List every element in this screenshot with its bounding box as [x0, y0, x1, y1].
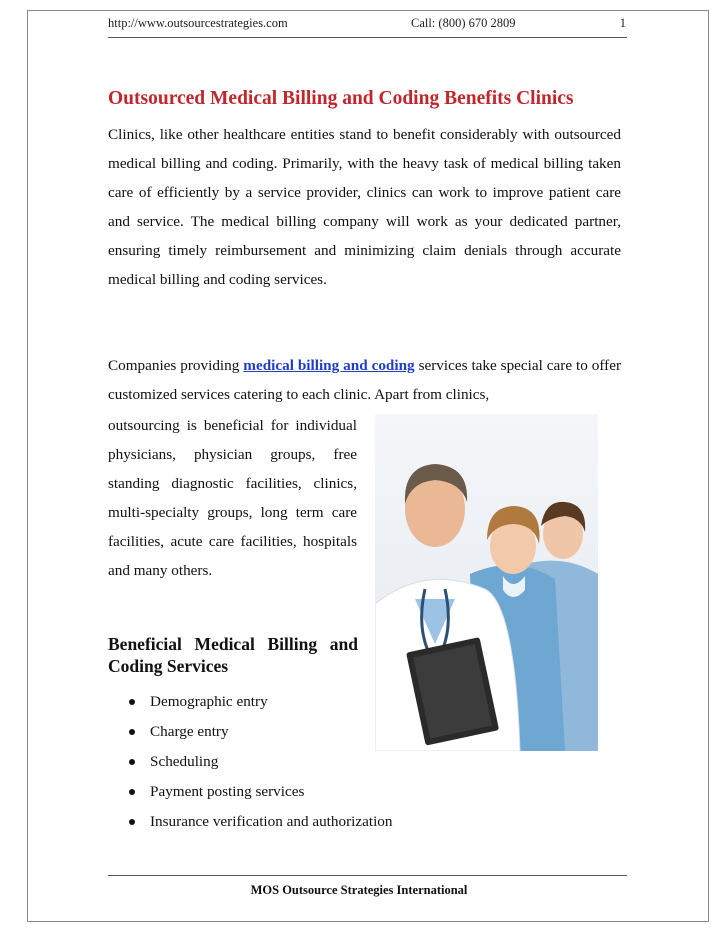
footer-text: MOS Outsource Strategies International: [250, 883, 468, 897]
service-label: Demographic entry: [150, 693, 268, 710]
paragraph-text-after-link: services take special care to offer customized services catering to each clinic. Apart from clinics,: [108, 357, 622, 403]
page-number: 1: [619, 16, 626, 30]
companies-paragraph: [108, 351, 621, 409]
page-title: Outsourced Medical Billing and Coding Benefits Clinics: [108, 88, 574, 109]
bullet-icon: [129, 759, 135, 765]
section-heading: Beneficial Medical Billing and Coding Services: [108, 634, 358, 676]
page-footer: [0, 883, 728, 898]
services-list: [108, 687, 392, 837]
list-item: [108, 777, 392, 807]
list-item: [108, 717, 392, 747]
header-rule: [108, 37, 627, 38]
service-label: Charge entry: [150, 723, 229, 740]
bullet-icon: [129, 729, 135, 735]
list-item: [108, 687, 392, 717]
header-url[interactable]: http://www.outsourcestrategies.com: [108, 16, 288, 30]
bullet-icon: [129, 699, 135, 705]
footer-rule: [108, 875, 627, 876]
medical-staff-photo: [375, 414, 598, 751]
paragraph-text-before-link: Companies providing: [108, 357, 244, 374]
intro-paragraph: Clinics, like other healthcare entities stand to benefit considerably with outsourced medical billing and coding. Primarily, with the heavy task of medical billing taken care of efficiently by a service provider, clinics can work to improve patient care and service. The medical billing company will work as your dedicated partner, ensuring timely reimbursement and minimizing claim denials through accurate medical billing and coding services.: [108, 126, 621, 288]
service-label: Insurance verification and authorization: [150, 813, 393, 830]
list-item: [108, 807, 392, 837]
list-item: [108, 747, 392, 777]
outsourcing-paragraph: outsourcing is beneficial for individual physicians, physician groups, free standing diagnostic facilities, clinics, multi-specialty groups, long term care facilities, acute care facilities, hospitals and many others.: [108, 417, 357, 579]
bullet-icon: [129, 789, 135, 795]
bullet-icon: [129, 819, 135, 825]
service-label: Scheduling: [150, 753, 219, 770]
medical-billing-coding-link[interactable]: medical billing and coding: [243, 357, 415, 374]
page-header: [108, 16, 626, 34]
header-phone: Call: (800) 670 2809: [411, 16, 516, 30]
service-label: Payment posting services: [150, 783, 305, 800]
